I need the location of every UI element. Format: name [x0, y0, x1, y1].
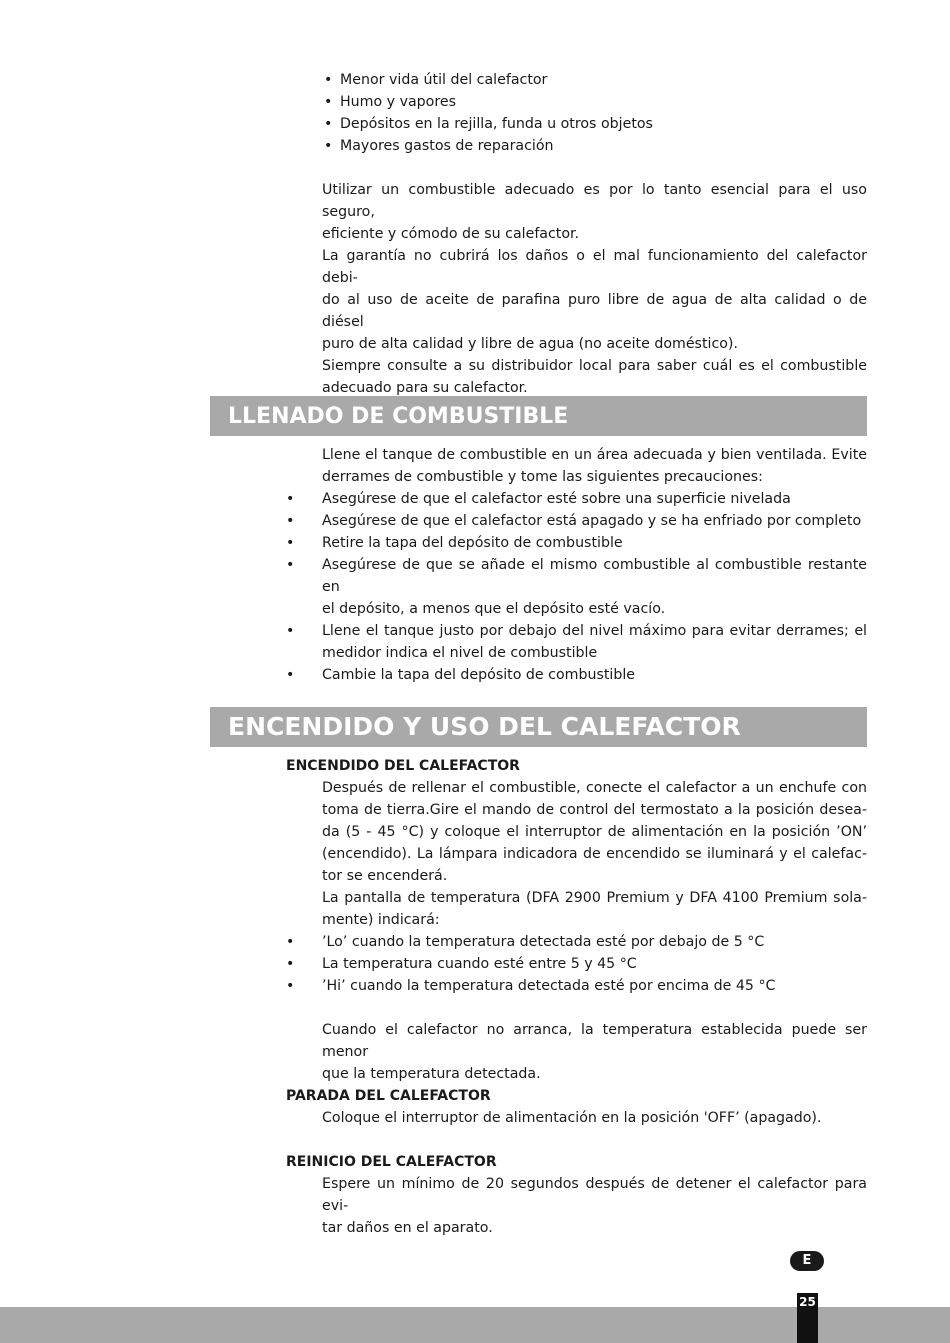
- text-line: La pantalla de temperatura (DFA 2900 Premium y DFA 4100 Premium sola-: [322, 890, 867, 906]
- language-badge: E: [790, 1251, 824, 1271]
- text-line: • Asegúrese de que se añade el mismo combustible al combustible restante en: [322, 557, 867, 595]
- text-line: (encendido). La lámpara indicadora de encendido se iluminará y el calefac-: [322, 846, 867, 862]
- section-title-fuel-filling: LLENADO DE COMBUSTIBLE: [210, 396, 867, 436]
- list-item: • Mayores gastos de reparación: [322, 135, 867, 157]
- ignition-paragraph: [286, 777, 867, 931]
- text-line: toma de tierra.Gire el mando de control del termostato a la posición desea-: [322, 802, 867, 818]
- page-number: 25: [797, 1293, 818, 1343]
- list-item: [286, 664, 867, 686]
- text-line: Utilizar un combustible adecuado es por lo tanto esencial para el uso seguro,: [322, 182, 867, 220]
- text-line: medidor indica el nivel de combustible: [322, 645, 598, 661]
- stop-paragraph: [322, 1107, 867, 1129]
- intro-paragraph: [322, 179, 867, 399]
- intro-bullet-list: [322, 69, 867, 157]
- list-item: [286, 488, 867, 510]
- text-line: da (5 - 45 °C) y coloque el interruptor de alimentación en la posición ’ON’: [322, 824, 867, 840]
- fuel-filling-bullet-list: [286, 488, 867, 686]
- text-line: tor se encenderá.: [322, 868, 448, 884]
- text-line: derrames de combustible y tome las siguientes precauciones:: [322, 469, 763, 485]
- restart-paragraph: [322, 1173, 867, 1239]
- subheading-restart: REINICIO DEL CALEFACTOR: [286, 1154, 497, 1170]
- text-line: Espere un mínimo de 20 segundos después de detener el calefactor para evi-: [322, 1176, 867, 1214]
- list-item: [286, 620, 867, 664]
- list-item: • Humo y vapores: [322, 91, 867, 113]
- text-line: puro de alta calidad y libre de agua (no aceite doméstico).: [322, 336, 738, 352]
- text-line: • Asegúrese de que el calefactor esté sobre una superficie nivelada: [322, 491, 791, 507]
- fuel-filling-section: [286, 444, 867, 686]
- text-line: Siempre consulte a su distribuidor local para saber cuál es el combustible: [322, 358, 867, 374]
- text-line: • Retire la tapa del depósito de combustible: [322, 535, 623, 551]
- list-item: • ’Lo’ cuando la temperatura detectada esté por debajo de 5 °C: [286, 931, 867, 953]
- text-line: tar daños en el aparato.: [322, 1220, 493, 1236]
- ignition-section: [286, 777, 867, 997]
- subheading-stop: PARADA DEL CALEFACTOR: [286, 1088, 491, 1104]
- text-line: Llene el tanque de combustible en un área adecuada y bien ventilada. Evite: [322, 447, 867, 463]
- list-item: • La temperatura cuando esté entre 5 y 45 °C: [286, 953, 867, 975]
- list-item: [286, 510, 867, 532]
- list-item: • ’Hi’ cuando la temperatura detectada esté por encima de 45 °C: [286, 975, 867, 997]
- text-line: Después de rellenar el combustible, conecte el calefactor a un enchufe con: [322, 780, 867, 796]
- list-item: • Menor vida útil del calefactor: [322, 69, 867, 91]
- text-line: Coloque el interruptor de alimentación en la posición 'OFF’ (apagado).: [322, 1110, 822, 1126]
- section-title-ignition-use: ENCENDIDO Y USO DEL CALEFACTOR: [210, 707, 867, 747]
- subheading-ignition: ENCENDIDO DEL CALEFACTOR: [286, 758, 520, 774]
- text-line: que la temperatura detectada.: [322, 1066, 541, 1082]
- text-line: Cuando el calefactor no arranca, la temperatura establecida puede ser menor: [322, 1022, 867, 1060]
- text-line: • Asegúrese de que el calefactor está apagado y se ha enfriado por completo: [322, 513, 862, 529]
- ignition-note: [322, 1019, 867, 1085]
- list-item: [286, 554, 867, 620]
- list-item: [286, 532, 867, 554]
- text-line: • Llene el tanque justo por debajo del nivel máximo para evitar derrames; el: [322, 623, 867, 639]
- text-line: La garantía no cubrirá los daños o el mal funcionamiento del calefactor debi-: [322, 248, 867, 286]
- list-item: • Depósitos en la rejilla, funda u otros objetos: [322, 113, 867, 135]
- fuel-filling-intro: [286, 444, 867, 488]
- text-line: adecuado para su calefactor.: [322, 380, 528, 396]
- text-line: mente) indicará:: [322, 912, 440, 928]
- temperature-display-bullet-list: [286, 931, 867, 997]
- text-line: do al uso de aceite de parafina puro libre de agua de alta calidad o de diésel: [322, 292, 867, 330]
- text-line: el depósito, a menos que el depósito esté vacío.: [322, 601, 666, 617]
- text-line: eficiente y cómodo de su calefactor.: [322, 226, 580, 242]
- text-line: • Cambie la tapa del depósito de combustible: [322, 667, 636, 683]
